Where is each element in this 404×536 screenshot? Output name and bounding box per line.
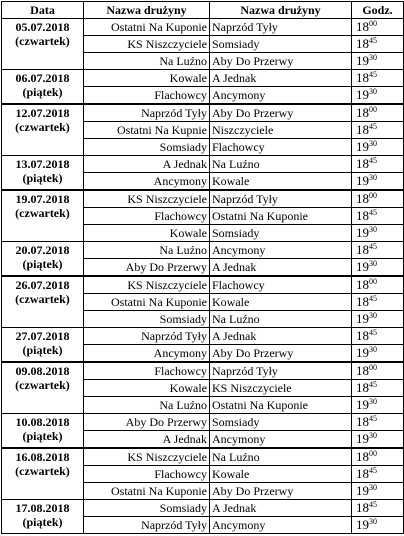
away-team-cell: A Jednak bbox=[210, 70, 352, 87]
match-minute: 45 bbox=[369, 122, 377, 131]
home-team-cell: Aby Do Przerwy bbox=[84, 259, 210, 277]
match-time-cell bbox=[352, 294, 404, 311]
match-date: 10.08.2018 bbox=[15, 415, 70, 429]
match-hour: 18 bbox=[356, 294, 369, 309]
match-date: 05.07.2018 bbox=[15, 20, 70, 34]
home-team-cell: Naprzód Tyły bbox=[84, 517, 210, 534]
match-date-cell bbox=[2, 362, 84, 414]
match-weekday: (piątek) bbox=[22, 343, 63, 357]
home-team-cell: A Jednak bbox=[84, 156, 210, 173]
match-hour: 19 bbox=[356, 87, 369, 102]
header-date: Data bbox=[2, 2, 84, 19]
away-team-cell: Na Luźno bbox=[210, 448, 352, 466]
away-team-cell: Flachowcy bbox=[210, 139, 352, 156]
home-team-cell: Ostatni Na Kuponie bbox=[84, 294, 210, 311]
match-date: 16.08.2018 bbox=[15, 450, 70, 464]
match-date-cell bbox=[2, 19, 84, 70]
match-hour: 19 bbox=[356, 173, 369, 188]
match-time-cell bbox=[352, 414, 404, 431]
match-hour: 18 bbox=[356, 105, 369, 120]
match-minute: 30 bbox=[369, 139, 377, 148]
header-row bbox=[2, 2, 404, 19]
match-date-cell bbox=[2, 190, 84, 242]
match-time-cell bbox=[352, 225, 404, 242]
match-minute: 45 bbox=[369, 294, 377, 303]
home-team-cell: Aby Do Przerwy bbox=[84, 414, 210, 431]
match-date: 06.07.2018 bbox=[15, 71, 70, 85]
match-minute: 45 bbox=[369, 500, 377, 509]
match-minute: 30 bbox=[369, 397, 377, 406]
table-row bbox=[2, 70, 404, 87]
match-weekday: (piątek) bbox=[22, 85, 63, 99]
away-team-cell: Somsiady bbox=[210, 36, 352, 53]
match-weekday: (piątek) bbox=[22, 429, 63, 443]
match-date: 19.07.2018 bbox=[15, 192, 70, 206]
match-hour: 18 bbox=[356, 208, 369, 223]
match-time-cell bbox=[352, 242, 404, 259]
match-hour: 19 bbox=[356, 345, 369, 360]
match-time-cell bbox=[352, 500, 404, 517]
away-team-cell: Ancymony bbox=[210, 517, 352, 534]
match-minute: 30 bbox=[369, 173, 377, 182]
home-team-cell: Flachowcy bbox=[84, 208, 210, 225]
match-time-cell bbox=[352, 190, 404, 208]
away-team-cell: Na Luźno bbox=[210, 156, 352, 173]
match-date-cell bbox=[2, 328, 84, 363]
match-hour: 18 bbox=[356, 122, 369, 137]
match-time-cell bbox=[352, 19, 404, 36]
table-body bbox=[2, 19, 404, 534]
home-team-cell: Flachowcy bbox=[84, 362, 210, 380]
home-team-cell: Somsiady bbox=[84, 139, 210, 156]
match-hour: 18 bbox=[356, 500, 369, 515]
away-team-cell: Ancymony bbox=[210, 87, 352, 105]
match-time-cell bbox=[352, 483, 404, 500]
table-row bbox=[2, 104, 404, 122]
match-date: 12.07.2018 bbox=[15, 106, 70, 120]
home-team-cell: Ancymony bbox=[84, 173, 210, 191]
match-minute: 45 bbox=[369, 328, 377, 337]
match-date: 27.07.2018 bbox=[15, 329, 70, 343]
match-hour: 18 bbox=[356, 19, 369, 34]
match-hour: 19 bbox=[356, 397, 369, 412]
match-date: 13.07.2018 bbox=[15, 157, 70, 171]
match-minute: 30 bbox=[369, 345, 377, 354]
table-row bbox=[2, 190, 404, 208]
table-row bbox=[2, 500, 404, 517]
home-team-cell: Kowale bbox=[84, 380, 210, 397]
match-minute: 45 bbox=[369, 380, 377, 389]
match-time-cell bbox=[352, 122, 404, 139]
table-row bbox=[2, 276, 404, 294]
home-team-cell: Na Luźno bbox=[84, 53, 210, 70]
match-hour: 18 bbox=[356, 414, 369, 429]
away-team-cell: Flachowcy bbox=[210, 276, 352, 294]
match-date: 17.08.2018 bbox=[15, 501, 70, 515]
header-home-team: Nazwa drużyny bbox=[84, 2, 210, 19]
home-team-cell: Kowale bbox=[84, 225, 210, 242]
away-team-cell: Ancymony bbox=[210, 431, 352, 449]
match-weekday: (czwartek) bbox=[15, 206, 70, 220]
match-date: 20.07.2018 bbox=[15, 243, 70, 257]
match-date-cell bbox=[2, 70, 84, 105]
match-hour: 18 bbox=[356, 328, 369, 343]
match-hour: 18 bbox=[356, 70, 369, 85]
match-date-cell bbox=[2, 276, 84, 328]
home-team-cell: Na Luźno bbox=[84, 397, 210, 414]
match-weekday: (piątek) bbox=[22, 171, 63, 185]
match-minute: 00 bbox=[369, 19, 377, 28]
home-team-cell: A Jednak bbox=[84, 431, 210, 449]
match-schedule-table bbox=[1, 1, 404, 534]
away-team-cell: A Jednak bbox=[210, 259, 352, 277]
table-row bbox=[2, 19, 404, 36]
match-minute: 30 bbox=[369, 87, 377, 96]
home-team-cell: Naprzód Tyły bbox=[84, 328, 210, 345]
match-time-cell bbox=[352, 328, 404, 345]
match-time-cell bbox=[352, 276, 404, 294]
match-hour: 19 bbox=[356, 139, 369, 154]
home-team-cell: Flachowcy bbox=[84, 87, 210, 105]
match-minute: 00 bbox=[369, 191, 377, 200]
match-minute: 45 bbox=[369, 156, 377, 165]
match-minute: 30 bbox=[369, 259, 377, 268]
match-time-cell bbox=[352, 156, 404, 173]
match-time-cell bbox=[352, 466, 404, 483]
home-team-cell: Ancymony bbox=[84, 345, 210, 363]
home-team-cell: Ostatni Na Kupnie bbox=[84, 122, 210, 139]
match-hour: 18 bbox=[356, 363, 369, 378]
home-team-cell: Naprzód Tyły bbox=[84, 104, 210, 122]
match-minute: 45 bbox=[369, 208, 377, 217]
away-team-cell: A Jednak bbox=[210, 328, 352, 345]
match-minute: 00 bbox=[369, 105, 377, 114]
match-weekday: (czwartek) bbox=[15, 464, 70, 478]
table-row bbox=[2, 362, 404, 380]
match-minute: 00 bbox=[369, 277, 377, 286]
away-team-cell: Niszczyciele bbox=[210, 122, 352, 139]
match-time-cell bbox=[352, 362, 404, 380]
match-minute: 45 bbox=[369, 70, 377, 79]
home-team-cell: Flachowcy bbox=[84, 466, 210, 483]
home-team-cell: Ostatni Na Kuponie bbox=[84, 483, 210, 500]
home-team-cell: KS Niszczyciele bbox=[84, 190, 210, 208]
match-date-cell bbox=[2, 104, 84, 156]
away-team-cell: Naprzód Tyły bbox=[210, 19, 352, 36]
away-team-cell: Ancymony bbox=[210, 242, 352, 259]
match-date-cell bbox=[2, 156, 84, 191]
match-time-cell bbox=[352, 259, 404, 277]
home-team-cell: Somsiady bbox=[84, 311, 210, 328]
match-date: 09.08.2018 bbox=[15, 364, 70, 378]
away-team-cell: Ostatni Na Kuponie bbox=[210, 397, 352, 414]
match-minute: 00 bbox=[369, 363, 377, 372]
home-team-cell: Somsiady bbox=[84, 500, 210, 517]
away-team-cell: Aby Do Przerwy bbox=[210, 483, 352, 500]
away-team-cell: Na Luźno bbox=[210, 311, 352, 328]
match-time-cell bbox=[352, 208, 404, 225]
match-weekday: (czwartek) bbox=[15, 120, 70, 134]
table-row bbox=[2, 448, 404, 466]
match-hour: 18 bbox=[356, 277, 369, 292]
match-time-cell bbox=[352, 139, 404, 156]
match-minute: 30 bbox=[369, 517, 377, 526]
match-time-cell bbox=[352, 104, 404, 122]
away-team-cell: Naprzód Tyły bbox=[210, 362, 352, 380]
match-weekday: (piątek) bbox=[22, 515, 63, 529]
match-weekday: (piątek) bbox=[22, 257, 63, 271]
away-team-cell: Naprzód Tyły bbox=[210, 190, 352, 208]
table-header bbox=[2, 2, 404, 19]
away-team-cell: Kowale bbox=[210, 294, 352, 311]
match-minute: 45 bbox=[369, 242, 377, 251]
match-minute: 30 bbox=[369, 53, 377, 62]
away-team-cell: Kowale bbox=[210, 466, 352, 483]
match-minute: 45 bbox=[369, 36, 377, 45]
match-hour: 19 bbox=[356, 517, 369, 532]
match-time-cell bbox=[352, 87, 404, 105]
home-team-cell: Ostatni Na Kuponie bbox=[84, 19, 210, 36]
match-hour: 18 bbox=[356, 242, 369, 257]
header-time: Godz. bbox=[352, 2, 404, 19]
away-team-cell: Somsiady bbox=[210, 225, 352, 242]
home-team-cell: Kowale bbox=[84, 70, 210, 87]
match-time-cell bbox=[352, 345, 404, 363]
match-time-cell bbox=[352, 311, 404, 328]
match-minute: 30 bbox=[369, 311, 377, 320]
header-away-team: Nazwa drużyny bbox=[210, 2, 352, 19]
table-row bbox=[2, 328, 404, 345]
match-time-cell bbox=[352, 431, 404, 449]
match-weekday: (czwartek) bbox=[15, 378, 70, 392]
match-hour: 19 bbox=[356, 431, 369, 446]
match-date-cell bbox=[2, 448, 84, 500]
match-date-cell bbox=[2, 500, 84, 534]
away-team-cell: Ostatni Na Kuponie bbox=[210, 208, 352, 225]
match-date: 26.07.2018 bbox=[15, 278, 70, 292]
match-hour: 18 bbox=[356, 466, 369, 481]
match-minute: 45 bbox=[369, 414, 377, 423]
match-time-cell bbox=[352, 70, 404, 87]
match-hour: 18 bbox=[356, 156, 369, 171]
match-hour: 19 bbox=[356, 53, 369, 68]
table-row bbox=[2, 156, 404, 173]
match-weekday: (czwartek) bbox=[15, 292, 70, 306]
match-hour: 18 bbox=[356, 191, 369, 206]
match-minute: 30 bbox=[369, 431, 377, 440]
match-minute: 00 bbox=[369, 449, 377, 458]
match-hour: 19 bbox=[356, 311, 369, 326]
home-team-cell: KS Niszczyciele bbox=[84, 276, 210, 294]
match-minute: 30 bbox=[369, 483, 377, 492]
match-weekday: (czwartek) bbox=[15, 34, 70, 48]
away-team-cell: Aby Do Przerwy bbox=[210, 53, 352, 70]
match-hour: 18 bbox=[356, 449, 369, 464]
match-minute: 30 bbox=[369, 225, 377, 234]
match-hour: 18 bbox=[356, 36, 369, 51]
away-team-cell: Somsiady bbox=[210, 414, 352, 431]
match-hour: 19 bbox=[356, 225, 369, 240]
away-team-cell: Kowale bbox=[210, 173, 352, 191]
match-hour: 18 bbox=[356, 380, 369, 395]
table-row bbox=[2, 242, 404, 259]
home-team-cell: Na Luźno bbox=[84, 242, 210, 259]
away-team-cell: Aby Do Przerwy bbox=[210, 104, 352, 122]
away-team-cell: KS Niszczyciele bbox=[210, 380, 352, 397]
table-row bbox=[2, 414, 404, 431]
home-team-cell: KS Niszczyciele bbox=[84, 448, 210, 466]
match-time-cell bbox=[352, 380, 404, 397]
away-team-cell: A Jednak bbox=[210, 500, 352, 517]
match-time-cell bbox=[352, 36, 404, 53]
match-date-cell bbox=[2, 242, 84, 277]
match-hour: 19 bbox=[356, 483, 369, 498]
match-time-cell bbox=[352, 397, 404, 414]
away-team-cell: Aby Do Przerwy bbox=[210, 345, 352, 363]
match-minute: 45 bbox=[369, 466, 377, 475]
home-team-cell: KS Niszczyciele bbox=[84, 36, 210, 53]
match-hour: 19 bbox=[356, 259, 369, 274]
match-time-cell bbox=[352, 517, 404, 534]
match-time-cell bbox=[352, 53, 404, 70]
match-date-cell bbox=[2, 414, 84, 449]
match-time-cell bbox=[352, 448, 404, 466]
match-time-cell bbox=[352, 173, 404, 191]
